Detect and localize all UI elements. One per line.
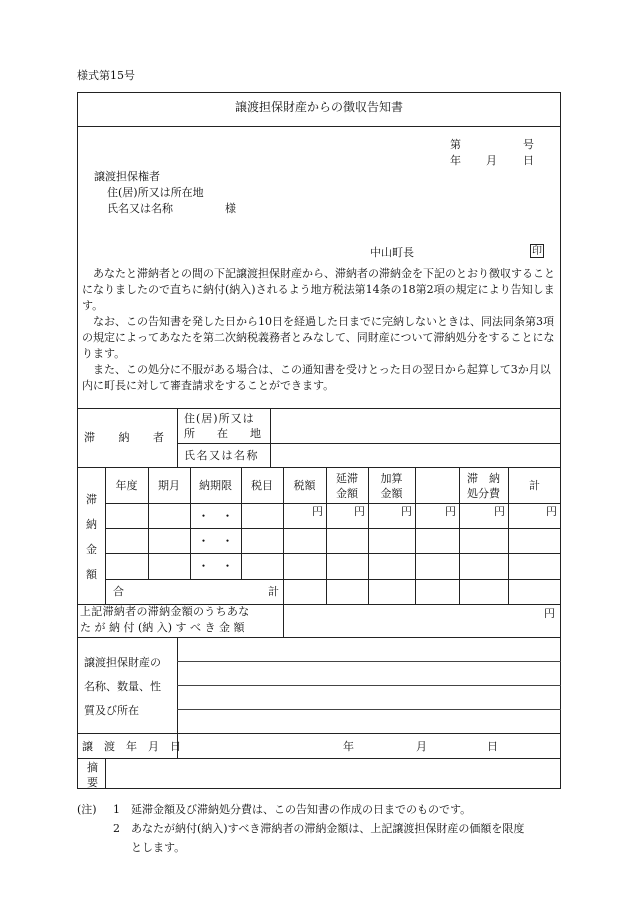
transfer-day: 日 xyxy=(487,740,498,753)
amount-table-top xyxy=(77,467,561,468)
property-line xyxy=(177,709,561,710)
delinquent-address-label-2: 所 在 地 xyxy=(184,427,261,440)
form-number: 様式第15号 xyxy=(77,69,135,82)
amount-row-line xyxy=(105,579,561,580)
amount-row-line xyxy=(105,503,561,504)
header-tax-item: 税目 xyxy=(251,479,273,492)
property-line xyxy=(177,685,561,686)
recipient-address-label: 住(居)所又は所在地 xyxy=(107,186,204,199)
header-fee-1: 滞 納 xyxy=(467,472,500,485)
amount-side-label: 額 xyxy=(86,568,97,581)
transfer-date-label: 譲 渡 年 月 日 xyxy=(82,740,181,753)
header-add-2: 金額 xyxy=(380,487,403,500)
doc-no-go: 号 xyxy=(523,138,534,151)
payable-unit: 円 xyxy=(544,607,555,620)
seal-box: 印 xyxy=(532,246,542,257)
due-date-dots: ・ ・ xyxy=(197,509,234,523)
note-2-text-cont: とします。 xyxy=(131,841,186,854)
paragraph-3: また、この処分に不服がある場合は、この通知書を受けとった日の翌日から起算して3か月以内に町長に対して審査請求をすることができます。 xyxy=(82,363,551,392)
header-period: 期月 xyxy=(158,479,180,492)
unit-yen: 円 xyxy=(401,505,412,518)
total-label-2: 計 xyxy=(268,585,279,598)
unit-yen: 円 xyxy=(494,505,505,518)
header-add-1: 加算 xyxy=(380,472,403,485)
note-2-text: あなたが納付(納入)すべき滞納者の滞納金額は、上記譲渡担保財産の価額を限度 xyxy=(131,822,525,835)
table-top-line xyxy=(77,408,561,409)
total-label-1: 合 xyxy=(113,585,124,598)
delinquent-name-label: 氏名又は名称 xyxy=(184,449,259,462)
notes-prefix: (注) xyxy=(77,803,97,816)
delinquent-divider-2 xyxy=(270,408,271,467)
payable-bottom xyxy=(77,637,561,638)
issuer-name: 中山町長 xyxy=(370,246,414,259)
delinquent-label: 滞 納 者 xyxy=(84,431,165,444)
payable-label-1: 上記滞納者の滞納金額のうちあな xyxy=(80,605,250,618)
title-divider xyxy=(77,126,561,127)
property-line xyxy=(177,661,561,662)
transfer-month: 月 xyxy=(416,740,427,753)
amount-row-line xyxy=(105,553,561,554)
property-label-3: 質及び所在 xyxy=(84,704,139,717)
amount-row-line xyxy=(105,528,561,529)
amount-side-label: 滞 xyxy=(86,493,97,506)
header-total: 計 xyxy=(529,479,540,492)
header-due-date: 納期限 xyxy=(199,479,232,492)
paragraph-2: なお、この告知書を発した日から10日を経過した日までに完納しないときは、同法同条第3項の規定によってあなたを第二次納税義務者とみなして、同財産について滞納処分をすることになります。 xyxy=(82,315,555,360)
payable-divider xyxy=(283,604,284,637)
unit-yen: 円 xyxy=(354,505,365,518)
amount-col-line xyxy=(415,467,416,604)
note-1-num: 1 xyxy=(113,803,120,816)
note-2-num: 2 xyxy=(113,822,120,835)
payable-label-2: た が 納 付 (納 入) す べ き 金 額 xyxy=(80,621,245,634)
unit-yen: 円 xyxy=(312,505,323,518)
amount-side-label: 金 xyxy=(86,543,97,556)
delinquent-mid-line xyxy=(177,443,561,444)
doc-no-dai: 第 xyxy=(450,138,461,151)
due-date-dots: ・ ・ xyxy=(197,559,234,573)
header-late-1: 延滞 xyxy=(336,472,358,485)
header-late-2: 金額 xyxy=(336,487,358,500)
unit-yen: 円 xyxy=(445,505,456,518)
property-label-2: 名称、数量、性 xyxy=(84,680,161,693)
date-month: 月 xyxy=(486,154,497,167)
header-fee-2: 処分費 xyxy=(467,487,500,500)
form-title: 譲渡担保財産からの徴収告知書 xyxy=(234,100,403,114)
remarks-label-2: 要 xyxy=(87,776,98,789)
recipient-heading: 譲渡担保権者 xyxy=(94,170,160,183)
delinquent-address-label-1: 住(居)所又は xyxy=(184,412,255,425)
remarks-divider xyxy=(105,758,106,789)
transfer-year: 年 xyxy=(343,740,354,753)
date-day: 日 xyxy=(523,154,534,167)
amount-side-label: 納 xyxy=(86,518,97,531)
transfer-bottom xyxy=(77,758,561,759)
date-year: 年 xyxy=(450,154,461,167)
unit-yen: 円 xyxy=(546,505,557,518)
note-1-text: 延滞金額及び滞納処分費は、この告知書の作成の日までのものです。 xyxy=(131,803,472,816)
header-year: 年度 xyxy=(115,479,138,492)
remarks-label-1: 摘 xyxy=(87,761,98,774)
paragraph-1: あなたと滞納者との間の下記譲渡担保財産から、滞納者の滞納金を下記のとおり徴収することになりましたので直ちに納付(納入)されるよう地方税法第14条の18第2項の規定により告知します。 xyxy=(82,267,555,312)
property-label-1: 譲渡担保財産の xyxy=(84,656,161,669)
due-date-dots: ・ ・ xyxy=(197,534,234,548)
recipient-sama: 様 xyxy=(225,202,236,215)
header-tax-amount: 税額 xyxy=(293,479,316,492)
delinquent-divider-1 xyxy=(177,408,178,467)
recipient-name-label: 氏名又は名称 xyxy=(107,202,173,215)
property-bottom xyxy=(77,733,561,734)
